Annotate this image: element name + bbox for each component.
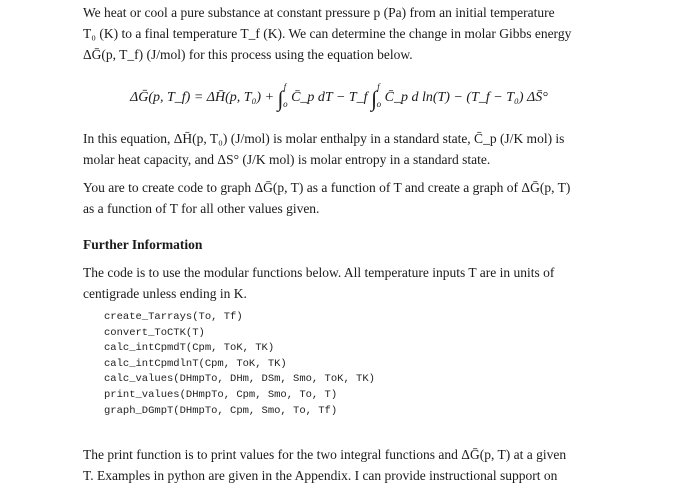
equation-term-2: C̄_p d ln(T) − (T_f − T₀) ΔS̄° (384, 90, 548, 105)
intro-paragraph (83, 2, 623, 65)
function-signature: create_Tarrays(To, Tf) (104, 311, 243, 323)
definitions-line-1: In this equation, ΔH̄(p, T₀) (J/mol) is molar enthalpy in a standard state, C̄_p (J/K mol) is (83, 131, 565, 146)
intro-line-1: We heat or cool a pure substance at constant pressure p (Pa) from an initial temperature (83, 5, 555, 20)
function-signature: calc_intCpmdlnT(Cpm, ToK, TK) (104, 357, 287, 370)
function-signature: print_values(DHmpTo, Cpm, Smo, To, T) (104, 388, 338, 401)
task-line-2: as a function of T for all other values given. (83, 201, 320, 216)
task-paragraph (83, 177, 623, 219)
function-signature: calc_values(DHmpTo, DHm, DSm, Smo, ToK, TK) (104, 373, 375, 386)
intro-line-3: ΔḠ(p, T_f) (J/mol) for this process using the equation below. (83, 47, 413, 62)
integral-2-upper: f (377, 82, 380, 92)
section-heading: Further Information (83, 237, 203, 252)
print-note-line-1: The print function is to print values for the two integral functions and ΔḠ(p, T) at a given (83, 447, 567, 462)
task-line-1: You are to create code to graph ΔḠ(p, T) as a function of T and create a graph of ΔḠ(p, T) (83, 180, 571, 195)
function-signature: calc_intCpmdT(Cpm, ToK, TK) (104, 342, 275, 355)
integral-1-upper: f (283, 82, 287, 92)
definitions-paragraph (83, 128, 623, 170)
modular-line-2: centigrade unless ending in K. (83, 286, 247, 301)
modular-line-1: The code is to use the modular functions below. All temperature inputs T are in units of (83, 265, 555, 280)
print-note-line-2: T. Examples in python are given in the Appendix. I can provide instructional support on (83, 468, 558, 483)
function-signature: convert_ToCTK(T) (104, 326, 205, 339)
integral-2-lower: o (376, 99, 382, 109)
function-list (104, 310, 375, 419)
equation-lhs: ΔḠ(p, T_f) = ΔH̄(p, T₀) + (130, 90, 278, 105)
equation-term-1: C̄_p dT − T_f (291, 90, 372, 105)
definitions-line-2: molar heat capacity, and ΔS° (J/K mol) is molar entropy in a standard state. (83, 152, 491, 167)
intro-line-2: T₀ (K) to a final temperature T_f (K). We can determine the change in molar Gibbs energy (83, 26, 572, 41)
modular-paragraph (83, 262, 623, 304)
integral-1-lower: o (283, 99, 288, 109)
print-note-paragraph (83, 444, 623, 486)
gibbs-equation (130, 82, 590, 111)
integral-sign-2: ∫ (371, 86, 378, 111)
integral-sign-1: ∫ (277, 86, 284, 111)
function-signature: graph_DGmpT(DHmpTo, Cpm, Smo, To, Tf) (104, 404, 338, 417)
